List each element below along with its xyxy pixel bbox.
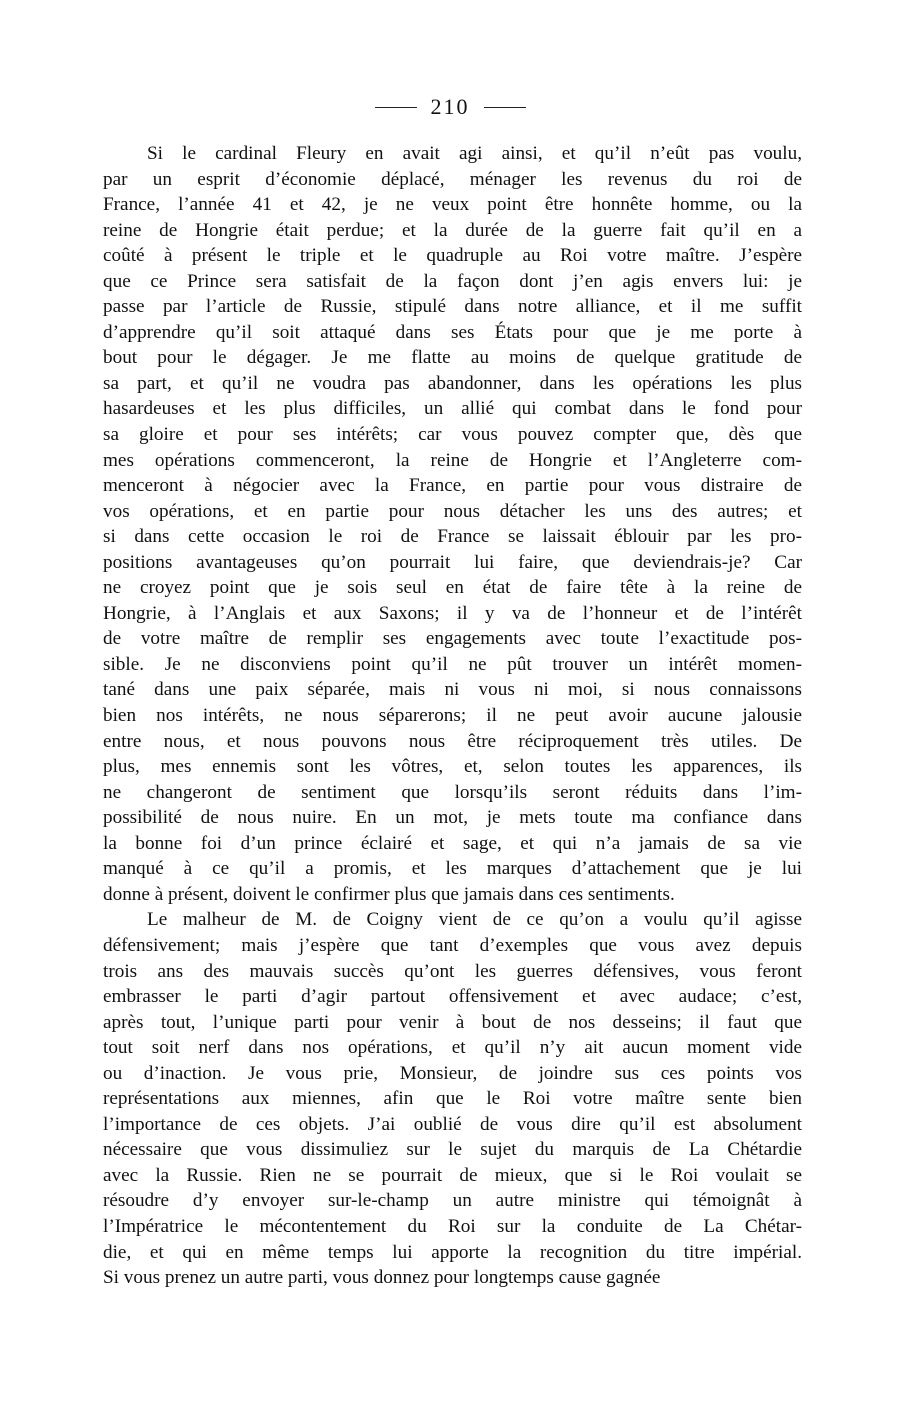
text-line: sa gloire et pour ses intérêts; car vous pouvez compter que, dès que — [103, 424, 802, 446]
text-line: possibilité de nous nuire. En un mot, je mets toute ma confiance dans — [103, 807, 802, 829]
text-line: ne croyez point que je sois seul en état de faire tête à la reine de — [103, 577, 802, 599]
paragraph — [103, 141, 802, 907]
text-line: la bonne foi d’un prince éclairé et sage, et qui n’a jamais de sa vie — [103, 832, 802, 854]
text-line: ne changeront de sentiment que lorsqu’ils seront réduits dans l’im- — [103, 781, 802, 803]
text-line: représentations aux miennes, afin que le Roi votre maître sente bien — [103, 1088, 802, 1110]
text-line: Si vous prenez un autre parti, vous donnez pour longtemps cause gagnée — [103, 1267, 661, 1289]
text-line: avec la Russie. Rien ne se pourrait de mieux, que si le Roi voulait se — [103, 1164, 802, 1186]
header-rule-right — [484, 107, 526, 108]
text-line: bien nos intérêts, ne nous séparerons; il ne peut avoir aucune jalousie — [103, 705, 802, 727]
text-line: d’apprendre qu’il soit attaqué dans ses États pour que je me porte à — [103, 321, 802, 343]
paragraph — [103, 907, 802, 1290]
text-line: mes opérations commenceront, la reine de Hongrie et l’Angleterre com- — [103, 449, 802, 471]
text-line: l’importance de ces objets. J’ai oublié de vous dire qu’il est absolument — [103, 1113, 802, 1135]
text-line: embrasser le parti d’agir partout offensivement et avec audace; c’est, — [103, 986, 802, 1008]
text-line: entre nous, et nous pouvons nous être réciproquement très utiles. De — [103, 730, 802, 752]
text-line: donne à présent, doivent le confirmer plus que jamais dans ces sentiments. — [103, 883, 675, 905]
text-line: positions avantageuses qu’on pourrait lui faire, que deviendrais-je? Car — [103, 551, 802, 573]
text-line: hasardeuses et les plus difficiles, un allié qui combat dans le fond pour — [103, 398, 802, 420]
text-line: l’Impératrice le mécontentement du Roi sur la conduite de La Chétar- — [103, 1215, 802, 1237]
text-line: die, et qui en même temps lui apporte la recognition du titre impérial. — [103, 1241, 802, 1263]
page-header — [0, 94, 900, 120]
text-line: bout pour le dégager. Je me flatte au moins de quelque gratitude de — [103, 347, 802, 369]
text-line: tout soit nerf dans nos opérations, et qu’il n’y ait aucun moment vide — [103, 1037, 802, 1059]
text-line: ou d’inaction. Je vous prie, Monsieur, de joindre sus ces points vos — [103, 1062, 802, 1084]
text-line: reine de Hongrie était perdue; et la durée de la guerre fait qu’il en a — [103, 219, 802, 241]
text-line: sa part, et qu’il ne voudra pas abandonner, dans les opérations les plus — [103, 372, 802, 394]
text-line: si dans cette occasion le roi de France se laissait éblouir par les pro- — [103, 526, 802, 548]
text-line: que ce Prince sera satisfait de la façon dont j’en agis envers lui: je — [103, 270, 802, 292]
text-line: Si le cardinal Fleury en avait agi ainsi, et qu’il n’eût pas voulu, — [147, 143, 802, 164]
text-line: par un esprit d’économie déplacé, ménager les revenus du roi de — [103, 168, 802, 190]
header-rule-left — [375, 107, 417, 108]
text-line: France, l’année 41 et 42, je ne veux point être honnête homme, ou la — [103, 194, 802, 216]
text-line: défensivement; mais j’espère que tant d’exemples que vous avez depuis — [103, 934, 802, 956]
text-line: manqué à ce qu’il a promis, et les marques d’attachement que je lui — [103, 858, 802, 880]
text-line: menceront à négocier avec la France, en partie pour vous distraire de — [103, 475, 802, 497]
text-line: sible. Je ne disconviens point qu’il ne pût trouver un intérêt momen- — [103, 653, 802, 675]
text-line: nécessaire que vous dissimuliez sur le sujet du marquis de La Chétardie — [103, 1139, 802, 1161]
text-line: résoudre d’y envoyer sur-le-champ un autre ministre qui témoignât à — [103, 1190, 802, 1212]
text-line: Le malheur de M. de Coigny vient de ce qu’on a voulu qu’il agisse — [147, 909, 802, 931]
text-line: après tout, l’unique parti pour venir à bout de nos desseins; il faut que — [103, 1011, 802, 1033]
page-number: 210 — [430, 94, 470, 119]
text-line: coûté à présent le triple et le quadruple au Roi votre maître. J’espère — [103, 245, 802, 267]
text-line: vos opérations, et en partie pour nous détacher les uns des autres; et — [103, 500, 802, 522]
text-line: passe par l’article de Russie, stipulé dans notre alliance, et il me suffit — [103, 296, 802, 318]
text-line: trois ans des mauvais succès qu’ont les guerres défensives, vous feront — [103, 960, 802, 982]
body-text — [103, 141, 802, 1291]
text-line: de votre maître de remplir ses engagements avec toute l’exactitude pos- — [103, 628, 802, 650]
text-line: tané dans une paix séparée, mais ni vous ni moi, si nous connaissons — [103, 679, 802, 701]
text-line: plus, mes ennemis sont les vôtres, et, selon toutes les apparences, ils — [103, 756, 802, 778]
text-line: Hongrie, à l’Anglais et aux Saxons; il y va de l’honneur et de l’intérêt — [103, 602, 802, 624]
